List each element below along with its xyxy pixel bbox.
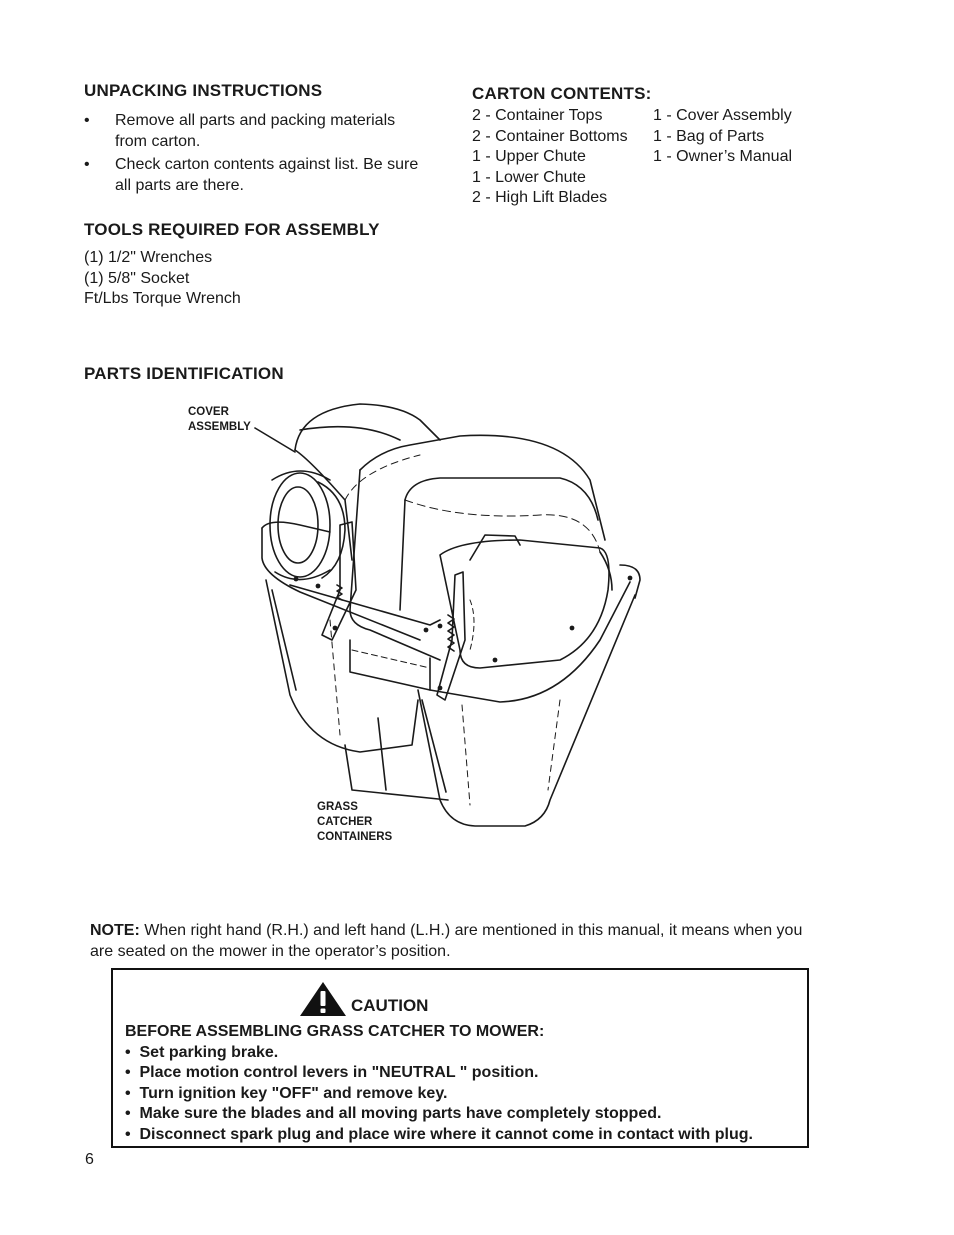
note: NOTE: When right hand (R.H.) and left hand (L.H.) are mentioned in this manual, it means when you are seated on the mower in the operator’s position.: [90, 922, 803, 960]
carton-col-2: [653, 106, 792, 168]
list-item: 1 - Bag of Parts: [653, 127, 765, 145]
list-item: 1 - Upper Chute: [472, 148, 586, 165]
list-item: • Make sure the blades and all moving parts have completely stopped.: [125, 1105, 662, 1123]
list-item: 2 - Container Bottoms: [472, 127, 628, 145]
unpacking-list: [84, 110, 454, 198]
page-number: 6: [85, 1151, 94, 1168]
list-item: • Place motion control levers in "NEUTRAL " position.: [125, 1064, 539, 1082]
grass-catcher-label: GRASS CATCHER CONTAINERS: [317, 801, 393, 843]
caution-content: [125, 1022, 753, 1146]
caution-heading: BEFORE ASSEMBLING GRASS CATCHER TO MOWER:: [125, 1023, 545, 1040]
carton-col-1: [472, 106, 628, 209]
tools-title: TOOLS REQUIRED FOR ASSEMBLY: [84, 220, 380, 239]
caution-box: [111, 968, 809, 1148]
list-item: 1 - Lower Chute: [472, 168, 586, 186]
carton-title: CARTON CONTENTS:: [472, 84, 652, 103]
list-item: 2 - Container Tops: [472, 107, 603, 124]
warning-icon: [298, 980, 348, 1018]
list-item: • Disconnect spark plug and place wire where it cannot come in contact with plug.: [125, 1125, 753, 1143]
list-item: • Remove all parts and packing materials from carton.: [84, 112, 396, 150]
grass-catcher-illustration: [180, 395, 660, 835]
parts-title: PARTS IDENTIFICATION: [84, 364, 284, 383]
list-item: Ft/Lbs Torque Wrench: [84, 290, 241, 307]
tools-list: [84, 248, 241, 310]
list-item: 1 - Cover Assembly: [653, 107, 792, 124]
list-item: • Check carton contents against list. Be sure all parts are there.: [84, 156, 419, 194]
list-item: 2 - High Lift Blades: [472, 189, 608, 206]
cover-assembly-label: COVER ASSEMBLY: [188, 406, 251, 433]
list-item: (1) 1/2" Wrenches: [84, 249, 213, 266]
list-item: • Turn ignition key "OFF" and remove key.: [125, 1084, 448, 1102]
list-item: • Set parking brake.: [125, 1043, 279, 1061]
unpacking-title: UNPACKING INSTRUCTIONS: [84, 81, 323, 100]
caution-title: CAUTION: [351, 996, 429, 1015]
list-item: 1 - Owner’s Manual: [653, 148, 793, 165]
list-item: (1) 5/8" Socket: [84, 269, 190, 287]
